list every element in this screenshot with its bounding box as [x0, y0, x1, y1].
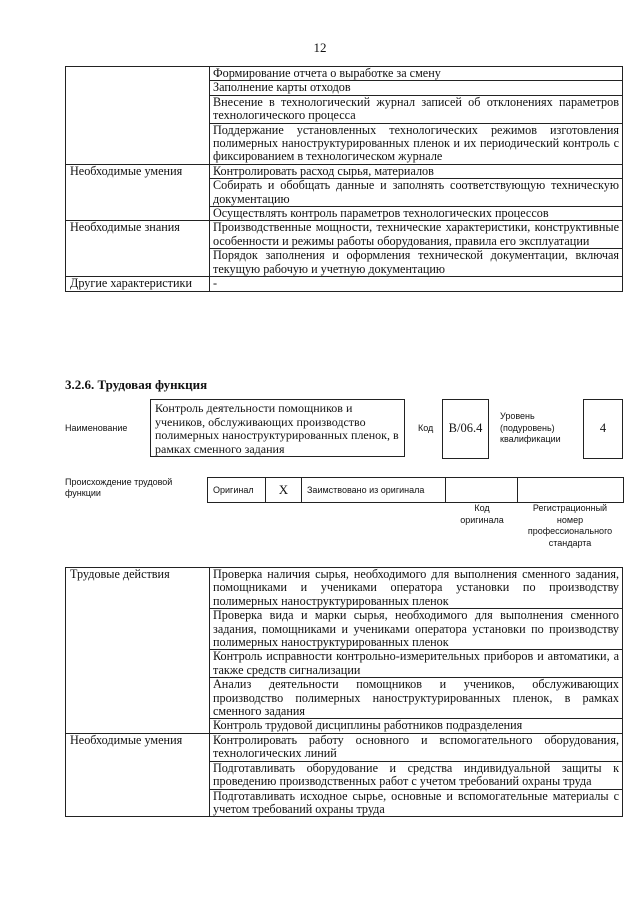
origin-label: Происхождение трудовой функции — [65, 477, 173, 498]
page-number: 12 — [313, 40, 327, 55]
function-name-box: Контроль деятельности помощников и учеников, обслуживающих производство полимерных наноструктурированных пленок, в рамках сменного задания — [150, 399, 405, 457]
code-value-box: B/06.4 — [442, 399, 489, 459]
row-item-text: Формирование отчета о выработке за смену — [210, 67, 623, 81]
table-row — [66, 221, 623, 249]
row-item-text: Контроль исправности контрольно-измерительных приборов и автоматики, а также средств сигнализации — [210, 650, 623, 678]
level-value-box: 4 — [583, 399, 623, 459]
table-row — [66, 568, 623, 609]
origin-table — [207, 477, 624, 503]
row-category-label: Трудовые действия — [66, 568, 210, 734]
row-item-text: Производственные мощности, технические характеристики, конструктивные особенности и режимы работы оборудования, правила его эксплуатации — [210, 221, 623, 249]
table-row — [66, 67, 623, 81]
row-item-text: Проверка вида и марки сырья, необходимого для выполнения сменного задания, помощниками и учениками оператора установки по производству полимерных наноструктурированных пленок — [210, 609, 623, 650]
row-item-text: - — [210, 277, 623, 291]
reg-number-label: Регистрационный номер профессионального стандарта — [527, 503, 613, 548]
code-original-label: Код оригинала — [460, 503, 504, 525]
row-item-text: Проверка наличия сырья, необходимого для выполнения сменного задания, помощниками и учениками оператора установки по производству полимерных наноструктурированных пленок — [210, 568, 623, 609]
row-item-text: Собирать и обобщать данные и заполнять соответствующую техническую документацию — [210, 179, 623, 207]
row-item-text: Заполнение карты отходов — [210, 81, 623, 95]
row-category-label — [66, 67, 210, 165]
row-item-text: Анализ деятельности помощников и учеников, обслуживающих производство полимерных наноструктурированных пленок, в рамках сменного задания — [210, 678, 623, 719]
top-requirements-table — [65, 66, 623, 292]
row-item-text: Порядок заполнения и оформления технической документации, включая текущую рабочую и учетную документацию — [210, 249, 623, 277]
reg-number-cell — [518, 478, 624, 503]
row-item-text: Контролировать работу основного и вспомогательного оборудования, технологических линий — [210, 733, 623, 761]
row-item-text: Осуществлять контроль параметров технологических процессов — [210, 207, 623, 221]
bottom-requirements-table — [65, 567, 623, 817]
row-item-text: Поддержание установленных технологических режимов изготовления полимерных наноструктурированных пленок и их периодический контроль с фиксированием в технологическом журнале — [210, 123, 623, 164]
row-item-text: Подготавливать исходное сырье, основные и вспомогательные материалы с учетом требований охраны труда — [210, 789, 623, 817]
original-label: Оригинал — [208, 478, 266, 503]
row-item-text: Контролировать расход сырья, материалов — [210, 164, 623, 178]
row-item-text: Контроль трудовой дисциплины работников подразделения — [210, 719, 623, 733]
code-label: Код — [418, 423, 434, 433]
row-item-text: Подготавливать оборудование и средства индивидуальной защиты к проведению производственных работ с учетом требований охраны труда — [210, 761, 623, 789]
row-category-label: Другие характеристики — [66, 277, 210, 291]
row-category-label: Необходимые знания — [66, 221, 210, 277]
row-item-text: Внесение в технологический журнал записей об отклонениях параметров технологического процесса — [210, 95, 623, 123]
table-row — [66, 277, 623, 291]
level-label: Уровень (подуровень) квалификации — [500, 411, 561, 444]
borrowed-label: Заимствовано из оригинала — [302, 478, 446, 503]
code-original-cell — [446, 478, 518, 503]
table-row — [66, 733, 623, 761]
name-label: Наименование — [65, 423, 128, 433]
row-category-label: Необходимые умения — [66, 164, 210, 221]
section-title: 3.2.6. Трудовая функция — [65, 377, 208, 392]
original-mark: X — [266, 478, 302, 503]
table-row — [66, 164, 623, 178]
row-category-label: Необходимые умения — [66, 733, 210, 816]
